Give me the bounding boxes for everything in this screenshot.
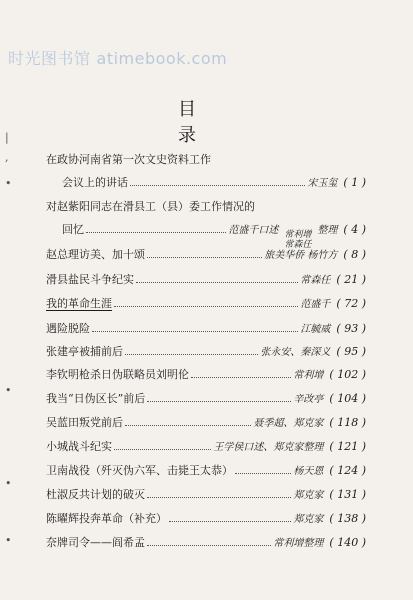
entry-page: ( 131 ) [329,488,366,501]
toc-entry[interactable] [46,438,366,458]
entry-page: ( 140 ) [329,536,366,549]
toc-entry[interactable] [46,414,366,434]
entry-title: 滑县盐民斗争纪实 [46,273,134,286]
entry-title: 赵总理访美、加十颂 [46,248,145,261]
entry-author: 常利增 [293,370,324,381]
toc-entry[interactable] [46,462,366,482]
entry-title: 张建亭被捕前后 [46,345,123,358]
entry-author: 范盛千 [300,299,331,310]
entry-author: 常森任 [300,275,331,286]
leader-dots [147,488,291,498]
toc-entry[interactable] [46,271,366,291]
leader-dots [169,512,291,522]
entry-author: 旅美华侨 杨竹方 [264,250,338,261]
entry-author: 辛改亭 [293,394,324,405]
leader-dots [147,392,291,402]
leader-dots [125,345,258,355]
entry-author-line: 常森任 [284,240,312,250]
leader-dots [125,416,251,426]
entry-title: 杜淑反共计划的破灭 [46,488,145,501]
entry-author: 郑克家 [293,490,324,501]
leader-dots [235,464,291,474]
entry-author: 张永安、秦深义 [260,347,331,358]
toc-entry[interactable] [46,246,366,266]
entry-author: 江毓威 [300,324,331,335]
toc-entry[interactable] [46,343,366,363]
entry-page: ( 8 ) [343,248,366,261]
edge-mark: | [5,131,9,144]
entry-title: 我当“日伪区长”前后 [46,392,146,405]
toc-entry[interactable] [46,486,366,506]
entry-title: 遇险脱险 [46,322,90,335]
leader-dots [130,176,305,186]
entry-title: 我的革命生涯 [46,297,112,310]
entry-author: 王学侯口述、郑克家整理 [213,442,324,453]
entry-title: 回忆 [62,223,84,236]
entry-title: 李钦明枪杀日伪联略员刘明伦 [46,368,189,381]
toc-entry[interactable] [46,198,366,218]
entry-page: ( 138 ) [329,512,366,525]
entry-page: ( 93 ) [336,322,366,335]
entry-title: 吴蓝田叛党前后 [46,416,123,429]
entry-title: 陈曜辉投奔革命（补充） [46,512,167,525]
entry-page: ( 1 ) [343,176,366,189]
toc-entry[interactable] [46,534,366,554]
toc-entry[interactable] [62,174,366,194]
toc-entry[interactable] [46,366,366,386]
entry-title: 小城战斗纪实 [46,440,112,453]
page-title: 目 录 [178,99,214,146]
entry-page: ( 95 ) [336,345,366,358]
entry-title: 会议上的讲话 [62,176,128,189]
entry-author-role: 整理 [317,225,338,236]
watermark-brand: 时光图书馆 [8,49,91,68]
leader-dots [114,297,298,307]
edge-mark: • [5,534,12,547]
leader-dots [147,248,262,258]
entry-page: ( 104 ) [329,392,366,405]
entry-page: ( 4 ) [343,223,366,236]
entry-title: 对赵紫阳同志在滑县工（县）委工作情况的 [46,200,255,213]
edge-mark: • [5,384,12,397]
entry-page: ( 102 ) [329,368,366,381]
leader-dots [114,440,211,450]
leader-dots [191,368,291,378]
entry-title: 卫南战役（歼灭伪六军、击毙王太恭） [46,464,233,477]
edge-mark: , [5,151,9,164]
edge-mark: • [5,177,12,190]
entry-page: ( 118 ) [329,416,366,429]
section-heading: 在政协河南省第一次文史资料工作 [46,153,211,166]
leader-dots [136,273,298,283]
entry-page: ( 21 ) [336,273,366,286]
entry-author: 郑克家 [293,514,324,525]
entry-page: ( 124 ) [329,464,366,477]
toc-entry[interactable] [46,295,366,315]
toc-entry[interactable] [46,320,366,340]
leader-dots [92,322,298,332]
entry-author: 杨天恩 [293,466,324,477]
leader-dots [147,536,271,546]
leader-dots [86,223,226,233]
entry-author: 宋玉玺 [307,178,338,189]
toc-entry[interactable] [46,390,366,410]
watermark [8,46,413,70]
entry-author: 常利增整理 [273,538,324,549]
entry-page: ( 72 ) [336,297,366,310]
watermark-site: atimebook.com [96,49,228,68]
toc-entry[interactable] [62,221,366,250]
entry-author: 聂季超、郑克家 [253,418,324,429]
entry-title: 奈牌司令——阎希孟 [46,536,145,549]
entry-author-line: 常利增 [284,230,312,240]
edge-mark: • [5,477,12,490]
toc-entry[interactable] [46,510,366,530]
entry-author: 范盛千口述 [228,225,279,236]
entry-page: ( 121 ) [329,440,366,453]
